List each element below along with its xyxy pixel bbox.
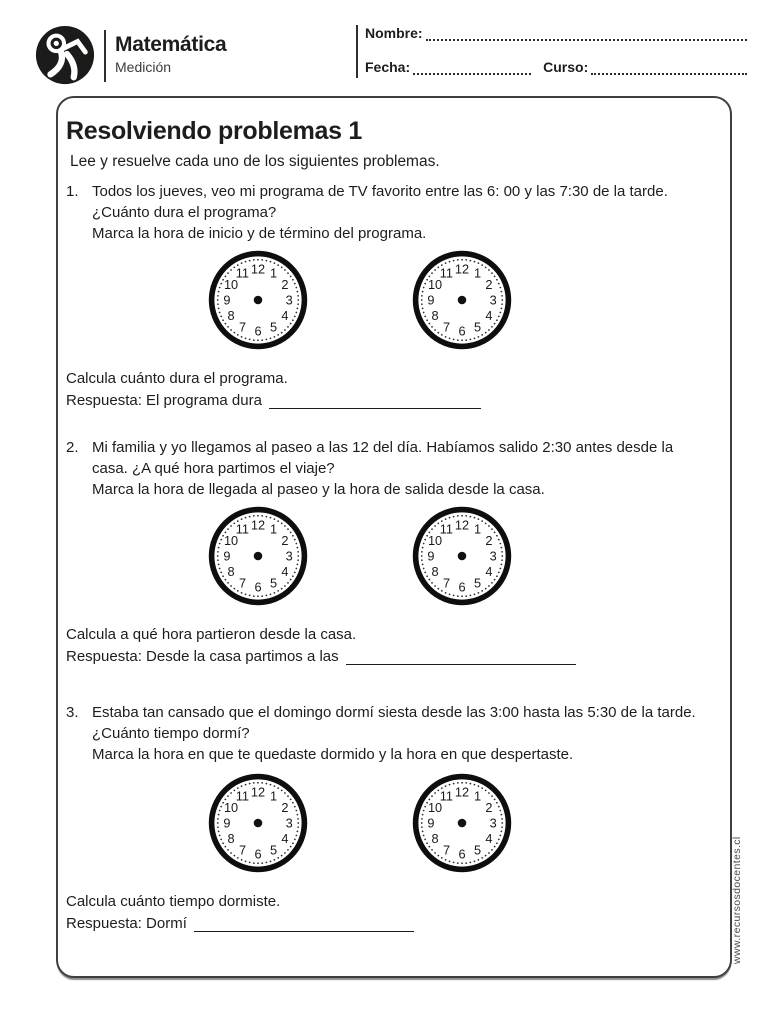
svg-text:8: 8 (227, 831, 235, 847)
answer-blank[interactable] (269, 394, 481, 409)
svg-text:7: 7 (238, 842, 247, 858)
svg-text:10: 10 (427, 532, 443, 548)
clock-face[interactable] (411, 505, 513, 607)
name-label: Nombre: (365, 25, 423, 41)
problem-1-statement: Todos los jueves, veo mi programa de TV favorito entre las 6: 00 y las 7:30 de la tarde. ¿Cuánto dura el programa? (92, 183, 668, 221)
svg-text:12: 12 (454, 261, 470, 277)
problem-2-statement: Mi familia y yo llegamos al paseo a las 12 del día. Habíamos salido 2:30 antes desde la casa. ¿A qué hora partimos el viaje? (92, 439, 674, 477)
svg-text:3: 3 (285, 548, 293, 564)
svg-text:2: 2 (281, 799, 289, 815)
svg-text:11: 11 (439, 265, 454, 281)
page-title: Resolviendo problemas 1 (66, 117, 362, 145)
svg-text:7: 7 (238, 575, 247, 591)
clock-face[interactable] (411, 772, 513, 874)
unit-subtitle: Medición (115, 59, 172, 75)
svg-text:8: 8 (227, 308, 235, 324)
svg-text:5: 5 (474, 319, 482, 335)
svg-text:3: 3 (285, 292, 293, 308)
svg-text:3: 3 (489, 548, 497, 564)
svg-text:8: 8 (227, 564, 235, 580)
svg-text:9: 9 (223, 292, 231, 308)
svg-text:11: 11 (235, 521, 250, 537)
svg-text:10: 10 (427, 276, 443, 292)
problem-1-clocks (207, 249, 513, 351)
svg-text:5: 5 (474, 842, 482, 858)
svg-text:4: 4 (485, 831, 493, 847)
svg-text:4: 4 (281, 308, 289, 324)
intro-text: Lee y resuelve cada uno de los siguientes problemas. (70, 153, 440, 170)
problem-3 (66, 702, 706, 765)
svg-text:11: 11 (235, 265, 250, 281)
svg-text:5: 5 (474, 575, 482, 591)
svg-text:9: 9 (427, 548, 435, 564)
problem-3-instruction: Marca la hora en que te quedaste dormido y la hora en que despertaste. (92, 746, 574, 763)
logo-divider (104, 30, 106, 82)
answer-blank[interactable] (194, 917, 414, 932)
problem-1-text (92, 181, 704, 244)
svg-text:12: 12 (250, 517, 266, 533)
svg-text:6: 6 (458, 846, 466, 862)
svg-text:4: 4 (485, 564, 493, 580)
svg-text:10: 10 (223, 276, 239, 292)
svg-text:2: 2 (485, 799, 493, 815)
fields-divider (356, 25, 358, 78)
svg-text:9: 9 (427, 292, 435, 308)
svg-text:9: 9 (223, 815, 231, 831)
date-fill-line[interactable] (413, 58, 531, 75)
problem-3-number: 3. (66, 704, 79, 721)
name-field-row (365, 24, 747, 41)
svg-text:11: 11 (235, 788, 250, 804)
svg-text:9: 9 (223, 548, 231, 564)
svg-text:4: 4 (281, 564, 289, 580)
svg-text:5: 5 (270, 319, 278, 335)
svg-text:1: 1 (270, 265, 278, 281)
answer-blank[interactable] (346, 650, 576, 665)
problem-1-answer (66, 392, 481, 409)
svg-text:6: 6 (254, 323, 262, 339)
problem-2-answer (66, 648, 576, 665)
svg-text:1: 1 (270, 521, 278, 537)
svg-text:8: 8 (431, 831, 439, 847)
date-course-row (365, 58, 747, 75)
svg-text:8: 8 (431, 564, 439, 580)
svg-text:12: 12 (250, 784, 266, 800)
svg-text:3: 3 (285, 815, 293, 831)
problem-2-number: 2. (66, 439, 79, 456)
svg-text:3: 3 (489, 292, 497, 308)
problem-1-number: 1. (66, 183, 79, 200)
subject-title: Matemática (115, 33, 227, 56)
svg-text:2: 2 (485, 276, 493, 292)
svg-text:2: 2 (485, 532, 493, 548)
problem-1-calc: Calcula cuánto dura el programa. (66, 370, 288, 387)
svg-text:2: 2 (281, 532, 289, 548)
svg-text:1: 1 (474, 521, 482, 537)
svg-text:7: 7 (442, 319, 451, 335)
svg-text:1: 1 (270, 788, 278, 804)
problem-3-answer-prefix: Respuesta: Dormí (66, 915, 187, 932)
course-fill-line[interactable] (591, 58, 747, 75)
problem-2-text (92, 437, 704, 500)
svg-text:5: 5 (270, 575, 278, 591)
svg-text:7: 7 (442, 575, 451, 591)
problem-3-text (92, 702, 704, 765)
svg-text:3: 3 (489, 815, 497, 831)
problem-1-instruction: Marca la hora de inicio y de término del programa. (92, 225, 427, 242)
svg-text:10: 10 (427, 799, 443, 815)
svg-text:11: 11 (439, 788, 454, 804)
problem-1-answer-prefix: Respuesta: El programa dura (66, 392, 262, 409)
svg-text:6: 6 (254, 579, 262, 595)
svg-text:4: 4 (485, 308, 493, 324)
problem-3-answer (66, 915, 414, 932)
problem-3-calc: Calcula cuánto tiempo dormiste. (66, 893, 281, 910)
clock-face[interactable] (207, 772, 309, 874)
clock-face[interactable] (411, 249, 513, 351)
svg-text:8: 8 (431, 308, 439, 324)
date-label: Fecha: (365, 59, 411, 75)
svg-text:6: 6 (458, 323, 466, 339)
math-mascot-icon (34, 24, 96, 86)
problem-3-clocks (207, 772, 513, 874)
problem-1 (66, 181, 706, 244)
problem-2-calc: Calcula a qué hora partieron desde la casa. (66, 626, 357, 643)
course-label: Curso: (543, 59, 589, 75)
svg-text:7: 7 (238, 319, 247, 335)
svg-text:5: 5 (270, 842, 278, 858)
svg-text:7: 7 (442, 842, 451, 858)
svg-text:6: 6 (458, 579, 466, 595)
clock-face[interactable] (207, 249, 309, 351)
name-fill-line[interactable] (426, 24, 747, 41)
problem-2 (66, 437, 706, 500)
svg-text:4: 4 (281, 831, 289, 847)
svg-text:1: 1 (474, 788, 482, 804)
svg-text:12: 12 (454, 784, 470, 800)
svg-text:10: 10 (223, 532, 239, 548)
problem-3-statement: Estaba tan cansado que el domingo dormí siesta desde las 3:00 hasta las 5:30 de la tarde. ¿Cuánto tiempo dormí? (92, 704, 696, 742)
svg-text:10: 10 (223, 799, 239, 815)
svg-text:11: 11 (439, 521, 454, 537)
svg-text:9: 9 (427, 815, 435, 831)
svg-text:1: 1 (474, 265, 482, 281)
svg-text:12: 12 (454, 517, 470, 533)
svg-text:2: 2 (281, 276, 289, 292)
problem-2-clocks (207, 505, 513, 607)
problem-2-instruction: Marca la hora de llegada al paseo y la hora de salida desde la casa. (92, 481, 545, 498)
svg-text:6: 6 (254, 846, 262, 862)
clock-face[interactable] (207, 505, 309, 607)
problem-2-answer-prefix: Respuesta: Desde la casa partimos a las (66, 648, 339, 665)
website-url: www.recursosdocentes.cl (731, 836, 743, 964)
svg-text:12: 12 (250, 261, 266, 277)
